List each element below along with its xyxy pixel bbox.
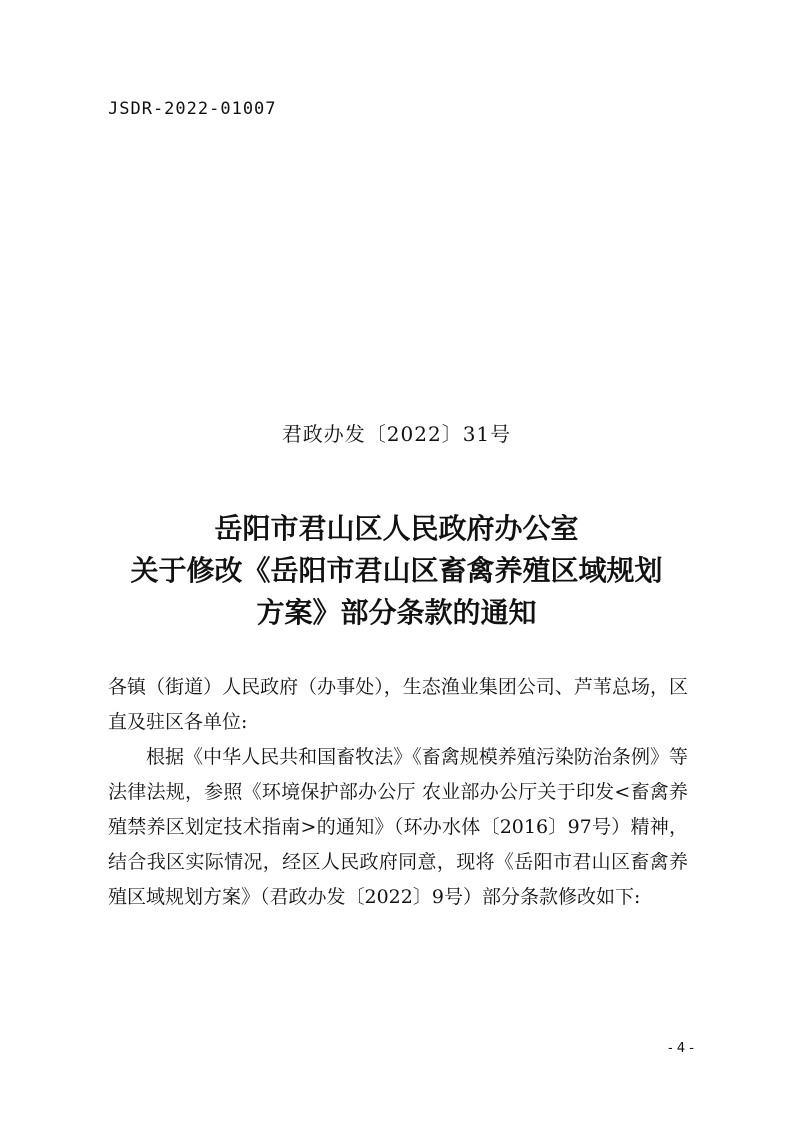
page-number: - 4 - (668, 1041, 694, 1056)
title-line-2: 关于修改《岳阳市君山区畜禽养殖区域规划 (130, 554, 663, 587)
document-code: JSDR-2022-01007 (108, 99, 277, 119)
title-line-3: 方案》部分条款的通知 (256, 596, 537, 629)
recipient-line: 各镇（街道）人民政府（办事处），生态渔业集团公司、芦苇总场，区直及驻区各单位: (108, 676, 688, 733)
document-number: 君政办发〔2022〕31号 (281, 422, 512, 446)
body-paragraph: 根据《中华人民共和国畜牧法》《畜禽规模养殖污染防治条例》等法律法规，参照《环境保护部办公厅 农业部办公厅关于印发<畜禽养殖禁养区划定技术指南>的通知》（环办水体〔2016〕97号）精神，结合我区实际情况，经区人民政府同意，现将《岳阳市君山区畜禽养殖区域规划方案》（君政办发〔2022〕9号）部分条款修改如下: (108, 746, 688, 908)
document-body (108, 670, 688, 915)
document-title (80, 508, 713, 634)
title-line-1: 岳阳市君山区人民政府办公室 (214, 512, 579, 545)
